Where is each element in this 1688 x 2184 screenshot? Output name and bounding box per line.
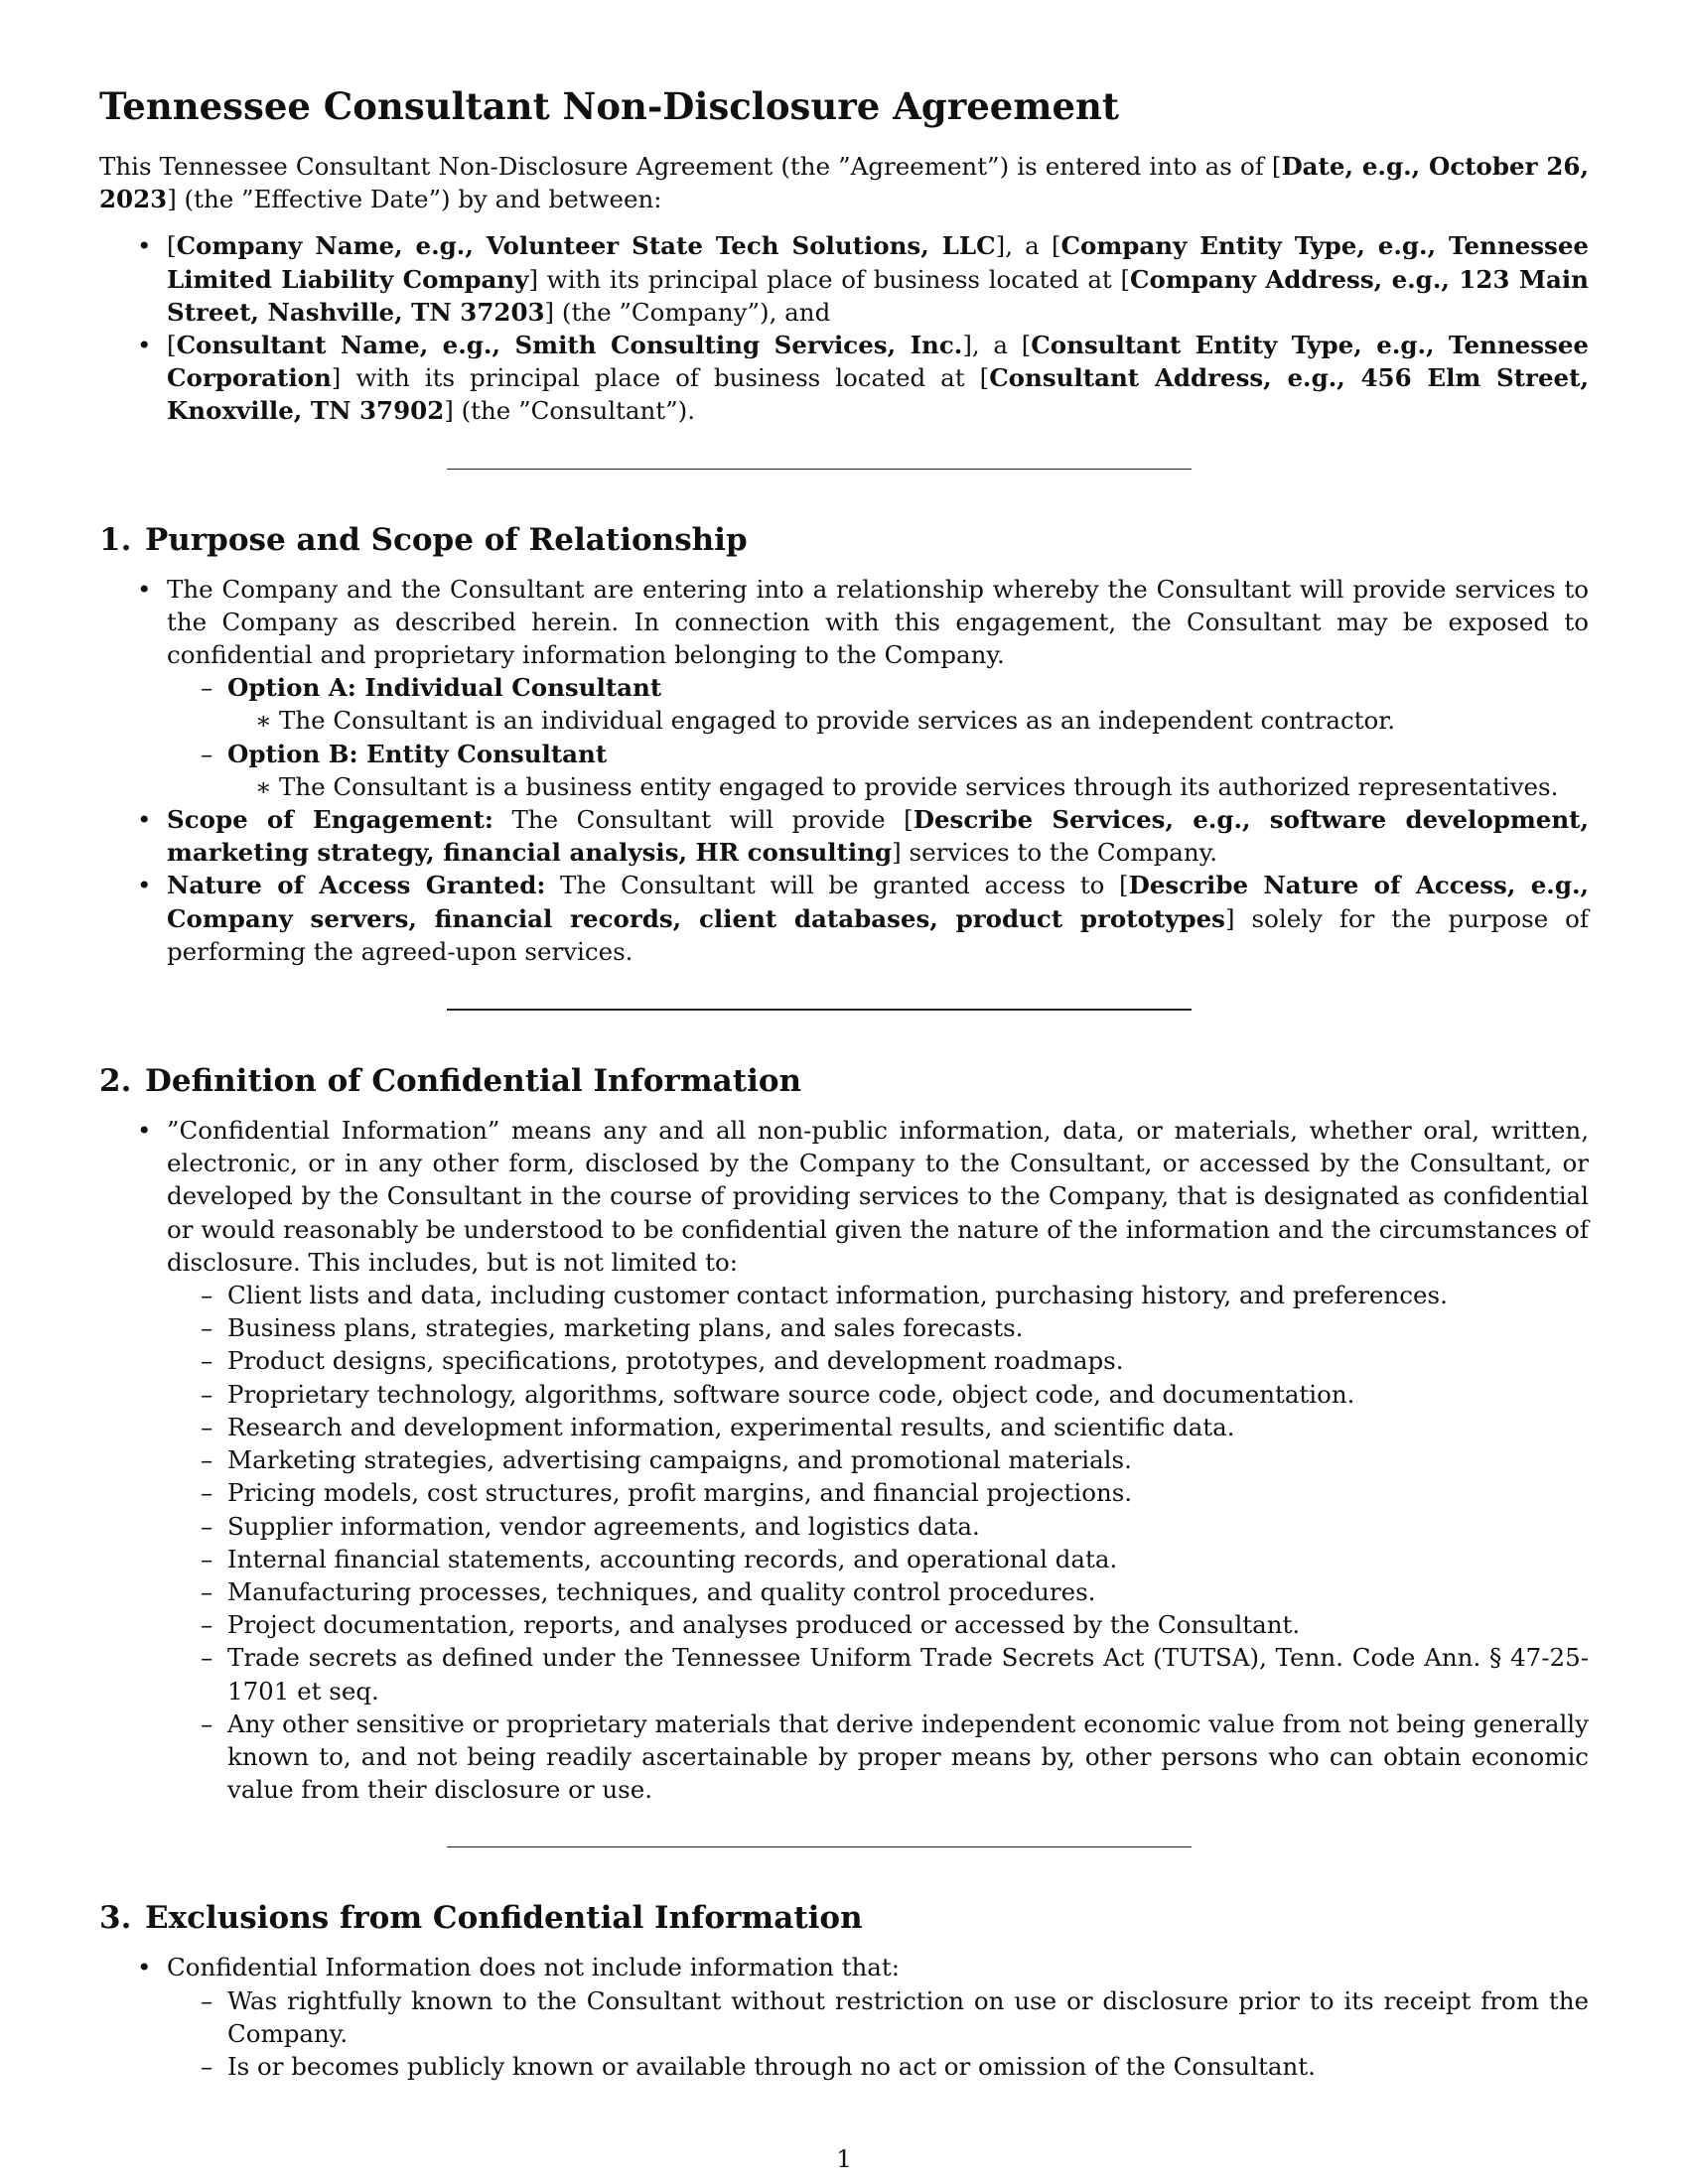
list-item [227, 770, 1589, 803]
section-number: 2. [99, 1063, 132, 1100]
paragraph-text: ”Confidential Information” means any and all non-public information, data, or materials, whether oral, written, electronic, or in any other form, disclosed by the Company to the Consultant, or accessed by the Consultant, or developed by the Consultant in the course of providing services to the Company, that is designated as confidential or would reasonably be understood to be confidential given the nature of the information and the circumstances of disclosure. This includes, but is not limited to: [167, 1116, 1589, 1277]
party-text: [ [167, 231, 177, 261]
item-text: Any other sensitive or proprietary materials that derive independent economic value from not being generally known to, and not being readily ascertainable by proper means by, other persons who can obtain economic value from their disclosure or use. [227, 1708, 1589, 1805]
dash-icon: – [201, 1708, 213, 1738]
consultant-address-placeholder: Consultant Address, e.g., 456 Elm Street, Knoxville, TN 37902 [167, 363, 1589, 426]
item-text: Marketing strategies, advertising campaigns, and promotional materials. [227, 1445, 1132, 1475]
dash-icon: – [201, 1379, 213, 1409]
consultant-name-placeholder: Consultant Name, e.g., Smith Consulting Services, Inc. [176, 331, 963, 360]
list-item [167, 1344, 1589, 1377]
bullet-icon: • [137, 231, 152, 261]
bullet-icon: • [137, 1116, 152, 1146]
paragraph-text: Confidential Information does not include information that: [167, 1953, 901, 1982]
company-name-placeholder: Company Name, e.g., Volunteer State Tech Solutions, LLC [176, 231, 996, 261]
dash-icon: – [201, 1412, 213, 1441]
dash-icon: – [201, 1985, 213, 2015]
list-item [99, 1951, 1589, 2083]
dash-icon: – [201, 1346, 213, 1376]
option-detail-list [227, 704, 1589, 737]
dash-icon: – [201, 1610, 213, 1640]
item-text: Project documentation, reports, and analyses produced or accessed by the Consultant. [227, 1610, 1301, 1640]
section-title: Purpose and Scope of Relationship [145, 521, 748, 558]
option-text: The Consultant is an individual engaged to provide services as an independent contractor. [279, 706, 1396, 736]
section-number: 1. [99, 521, 132, 558]
party-text: ] (the ”Consultant”). [444, 396, 696, 426]
effective-date-placeholder: Date, e.g., October 26, 2023 [99, 152, 1589, 214]
option-detail-list [227, 770, 1589, 803]
list-item [167, 1510, 1589, 1543]
item-text: The Consultant will provide [ [492, 805, 914, 835]
page-number: 1 [836, 2144, 852, 2173]
dash-icon: – [201, 739, 213, 768]
bullet-icon: • [137, 1953, 152, 1982]
section-title: Definition of Confidential Information [145, 1063, 802, 1100]
company-address-placeholder: Company Address, e.g., 123 Main Street, Nashville, TN 37203 [167, 264, 1589, 327]
list-item [167, 1608, 1589, 1641]
confidential-items-list [99, 1279, 1589, 1806]
section-heading-1 [99, 521, 1589, 559]
list-item [167, 2050, 1589, 2083]
option-a [167, 671, 1589, 737]
bullet-icon: • [137, 871, 152, 900]
party-consultant [99, 329, 1589, 428]
option-text: The Consultant is a business entity engaged to provide services through its authorized representatives. [279, 771, 1559, 801]
dash-icon: – [201, 1643, 213, 1673]
bullet-icon: • [137, 331, 152, 360]
item-text: Is or becomes publicly known or available through no act or omission of the Consultant. [227, 2051, 1316, 2081]
document-title: Tennessee Consultant Non-Disclosure Agreement [99, 84, 1120, 128]
section-heading-2 [99, 1062, 1589, 1100]
party-text: ], a [ [995, 231, 1061, 261]
item-text: ] services to the Company. [892, 838, 1218, 868]
item-text: Trade secrets as defined under the Tennessee Uniform Trade Secrets Act (TUTSA), Tenn. Code Ann. § 47-25-1701 et seq. [227, 1643, 1589, 1706]
dash-icon: – [201, 1544, 213, 1573]
paragraph-text: The Company and the Consultant are entering into a relationship whereby the Consultant will provide services to the Company as described herein. In connection with this engagement, the Consultant may be exposed to confidential and proprietary information belonging to the Company. [167, 574, 1589, 670]
item-text: Client lists and data, including customer contact information, purchasing history, and preferences. [227, 1281, 1448, 1310]
list-item [99, 573, 1589, 803]
dash-icon: – [201, 1576, 213, 1606]
item-text: Product designs, specifications, prototypes, and development roadmaps. [227, 1346, 1124, 1376]
dash-icon: – [201, 673, 213, 703]
list-item [167, 1311, 1589, 1344]
list-item [167, 1378, 1589, 1411]
asterisk-icon: ∗ [255, 706, 272, 736]
item-text: Was rightfully known to the Consultant without restriction on use or disclosure prior to its receipt from the Company. [227, 1985, 1589, 2048]
section-divider [447, 1846, 1192, 1847]
party-text: [ [167, 331, 177, 360]
bullet-icon: • [137, 574, 152, 604]
party-text: ] (the ”Company”), and [544, 297, 831, 327]
dash-icon: – [201, 1511, 213, 1541]
list-item [167, 1575, 1589, 1608]
access-placeholder: Describe Nature of Access, e.g., Company servers, financial records, client databases, product prototypes [167, 871, 1590, 933]
section-2-list [99, 1114, 1589, 1806]
nature-of-access [99, 869, 1589, 968]
bullet-icon: • [137, 805, 152, 835]
dash-icon: – [201, 1478, 213, 1508]
item-text: Internal financial statements, accounting records, and operational data. [227, 1544, 1118, 1573]
party-text: ] with its principal place of business located at [ [331, 363, 990, 393]
item-text: Pricing models, cost structures, profit margins, and financial projections. [227, 1478, 1133, 1508]
option-label: Option B: Entity Consultant [227, 739, 608, 768]
list-item [227, 704, 1589, 737]
asterisk-icon: ∗ [255, 771, 272, 801]
section-number: 3. [99, 1900, 132, 1937]
consultant-entity-placeholder: Consultant Entity Type, e.g., Tennessee Corporation [167, 331, 1590, 393]
list-item [167, 1707, 1589, 1807]
item-text: Business plans, strategies, marketing plans, and sales forecasts. [227, 1313, 1024, 1343]
dash-icon: – [201, 1445, 213, 1475]
list-item [167, 1641, 1589, 1706]
item-text: Proprietary technology, algorithms, software source code, object code, and documentation. [227, 1379, 1355, 1409]
exclusions-list [99, 1984, 1589, 2084]
item-text: Manufacturing processes, techniques, and quality control procedures. [227, 1576, 1096, 1606]
party-company [99, 229, 1589, 329]
party-text: ], a [ [962, 331, 1032, 360]
list-item [167, 1443, 1589, 1476]
list-item [167, 1543, 1589, 1575]
options-list [99, 671, 1589, 803]
item-label: Nature of Access Granted: [167, 871, 546, 900]
section-title: Exclusions from Confidential Information [145, 1900, 863, 1937]
list-item [167, 1279, 1589, 1311]
parties-list [99, 229, 1589, 427]
item-text: The Consultant will be granted access to [ [545, 871, 1129, 900]
item-text: ] solely for the purpose of performing the agreed-upon services. [167, 903, 1590, 966]
dash-icon: – [201, 2051, 213, 2081]
section-heading-3 [99, 1899, 1589, 1937]
section-1-list [99, 573, 1589, 968]
option-b [167, 738, 1589, 803]
intro-text: This Tennessee Consultant Non-Disclosure Agreement (the ”Agreement”) is entered into as of [ [99, 152, 1282, 181]
list-item [99, 1114, 1589, 1806]
intro-text: ] (the ”Effective Date”) by and between: [167, 185, 662, 214]
intro-paragraph [99, 150, 1589, 215]
item-label: Scope of Engagement: [167, 805, 493, 835]
item-text: Research and development information, experimental results, and scientific data. [227, 1412, 1235, 1441]
services-placeholder: Describe Services, e.g., software development, marketing strategy, financial analysis, HR consulting [167, 805, 1589, 868]
list-item [167, 1476, 1589, 1509]
document-page [99, 84, 1589, 2083]
option-label: Option A: Individual Consultant [227, 673, 662, 703]
company-entity-placeholder: Company Entity Type, e.g., Tennessee Limited Liability Company [167, 231, 1590, 294]
dash-icon: – [201, 1281, 213, 1310]
scope-of-engagement [99, 803, 1589, 869]
section-divider [447, 1009, 1192, 1011]
section-divider [447, 469, 1192, 470]
item-text: Supplier information, vendor agreements, and logistics data. [227, 1511, 980, 1541]
party-text: ] with its principal place of business located at [ [528, 264, 1131, 294]
dash-icon: – [201, 1313, 213, 1343]
list-item [167, 1411, 1589, 1443]
section-3-list [99, 1951, 1589, 2083]
list-item [167, 1984, 1589, 2050]
